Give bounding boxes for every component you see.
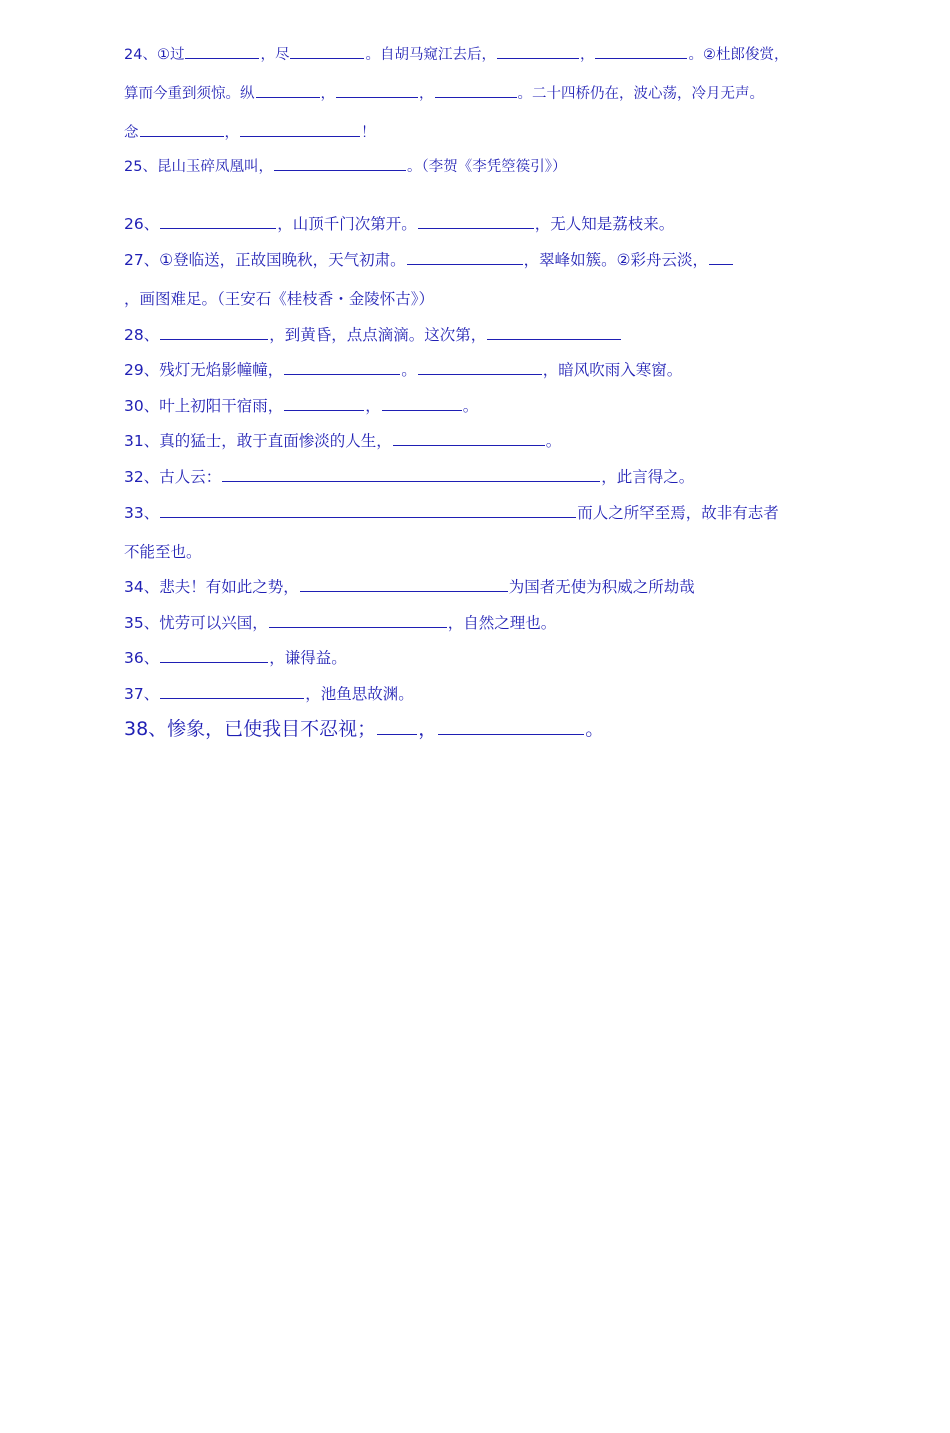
answer-blank[interactable] bbox=[300, 577, 508, 592]
answer-blank[interactable] bbox=[160, 684, 304, 699]
question-24-line-2 bbox=[124, 83, 764, 104]
answer-blank[interactable] bbox=[435, 83, 517, 98]
q29-text: ，暗风吹雨入寒窗。 bbox=[542, 361, 683, 379]
q36-text: ，谦得益。 bbox=[269, 649, 347, 667]
q38-text: ， bbox=[418, 718, 438, 740]
answer-blank[interactable] bbox=[240, 122, 360, 137]
q38-text: 。 bbox=[585, 718, 605, 740]
q24-text: ， bbox=[224, 125, 239, 141]
q25-text: 。（李贺《李凭箜篌引》） bbox=[406, 159, 567, 175]
q24-text: 算而今重到须惊。纵 bbox=[124, 86, 255, 102]
question-37 bbox=[124, 684, 414, 704]
answer-blank[interactable] bbox=[160, 325, 268, 340]
q38-text: 38、惨象，已使我目不忍视； bbox=[124, 718, 377, 740]
answer-blank[interactable] bbox=[185, 44, 259, 59]
question-26 bbox=[124, 214, 674, 234]
question-24-line-3 bbox=[124, 122, 376, 143]
question-35 bbox=[124, 613, 556, 633]
answer-blank[interactable] bbox=[487, 325, 621, 340]
q29-text: 。 bbox=[401, 361, 417, 379]
q31-text: 。 bbox=[545, 432, 562, 450]
answer-blank[interactable] bbox=[418, 360, 542, 375]
q28-text: ，到黄昏，点点滴滴。这次第， bbox=[269, 326, 487, 344]
answer-blank[interactable] bbox=[438, 717, 584, 735]
q34-text: 为国者无使为积威之所劫哉 bbox=[508, 578, 695, 596]
answer-blank[interactable] bbox=[382, 396, 462, 411]
question-33-line-2 bbox=[124, 542, 202, 562]
q37-text: 37、 bbox=[124, 685, 160, 703]
q29-text: 29、残灯无焰影幢幢， bbox=[124, 361, 284, 379]
q26-text: 26、 bbox=[124, 215, 160, 233]
q27-text: ，画图难足。（王安石《桂枝香・金陵怀古》） bbox=[124, 290, 435, 308]
question-32 bbox=[124, 467, 694, 487]
answer-blank[interactable] bbox=[284, 360, 400, 375]
answer-blank[interactable] bbox=[160, 214, 276, 229]
q33-text: 33、 bbox=[124, 504, 160, 522]
q37-text: ，池鱼思故渊。 bbox=[305, 685, 414, 703]
question-25 bbox=[124, 156, 566, 177]
q33-text: 而人之所罕至焉，故非有志者 bbox=[577, 504, 779, 522]
answer-blank[interactable] bbox=[140, 122, 224, 137]
q30-text: ， bbox=[365, 397, 381, 415]
question-34 bbox=[124, 577, 695, 597]
question-29 bbox=[124, 360, 682, 380]
q26-text: ，无人知是荔枝来。 bbox=[534, 215, 675, 233]
answer-blank[interactable] bbox=[160, 648, 268, 663]
q24-text: 。自胡马窥江去后， bbox=[365, 47, 496, 63]
q26-text: ，山顶千门次第开。 bbox=[277, 215, 417, 233]
question-33-line-1 bbox=[124, 503, 779, 523]
q28-text: 28、 bbox=[124, 326, 160, 344]
q31-text: 31、真的猛士，敢于直面惨淡的人生， bbox=[124, 432, 392, 450]
q27-text: ，翠峰如簇。②彩舟云淡， bbox=[523, 251, 709, 269]
q24-text: 。②杜郎俊赏， bbox=[688, 47, 789, 63]
answer-blank[interactable] bbox=[160, 503, 576, 518]
q24-text: ，尽 bbox=[260, 47, 290, 63]
question-31 bbox=[124, 431, 561, 451]
answer-blank[interactable] bbox=[256, 83, 320, 98]
answer-blank[interactable] bbox=[222, 467, 600, 482]
answer-blank[interactable] bbox=[284, 396, 364, 411]
answer-blank[interactable] bbox=[290, 44, 364, 59]
q32-text: ，此言得之。 bbox=[601, 468, 695, 486]
q35-text: ，自然之理也。 bbox=[447, 614, 557, 632]
answer-blank[interactable] bbox=[269, 613, 447, 628]
q24-text: 。二十四桥仍在，波心荡，冷月无声。 bbox=[517, 86, 764, 102]
q24-text: 24、①过 bbox=[124, 47, 185, 63]
answer-blank[interactable] bbox=[393, 431, 545, 446]
q36-text: 36、 bbox=[124, 649, 160, 667]
answer-blank[interactable] bbox=[336, 83, 418, 98]
q24-text: ！ bbox=[361, 125, 376, 141]
answer-blank[interactable] bbox=[497, 44, 579, 59]
question-38 bbox=[124, 717, 604, 741]
q35-text: 35、忧劳可以兴国， bbox=[124, 614, 268, 632]
q33-text: 不能至也。 bbox=[124, 543, 202, 561]
question-27-line-2 bbox=[124, 289, 434, 309]
answer-blank[interactable] bbox=[709, 250, 733, 265]
question-28 bbox=[124, 325, 622, 345]
question-36 bbox=[124, 648, 347, 668]
question-27-line-1 bbox=[124, 250, 734, 270]
q32-text: 32、古人云： bbox=[124, 468, 222, 486]
answer-blank[interactable] bbox=[377, 717, 417, 735]
question-30 bbox=[124, 396, 478, 416]
answer-blank[interactable] bbox=[418, 214, 534, 229]
q24-text: ， bbox=[419, 86, 434, 102]
answer-blank[interactable] bbox=[595, 44, 687, 59]
q27-text: 27、①登临送，正故国晚秋，天气初肃。 bbox=[124, 251, 406, 269]
answer-blank[interactable] bbox=[274, 156, 406, 171]
q24-text: ， bbox=[579, 47, 595, 63]
q30-text: 30、叶上初阳干宿雨， bbox=[124, 397, 284, 415]
q24-text: 念 bbox=[124, 125, 139, 141]
q25-text: 25、昆山玉碎凤凰叫， bbox=[124, 159, 273, 175]
answer-blank[interactable] bbox=[407, 250, 523, 265]
q34-text: 34、悲夫！有如此之势， bbox=[124, 578, 299, 596]
q24-text: ， bbox=[320, 86, 335, 102]
q30-text: 。 bbox=[462, 397, 479, 415]
question-24-line-1 bbox=[124, 44, 788, 65]
